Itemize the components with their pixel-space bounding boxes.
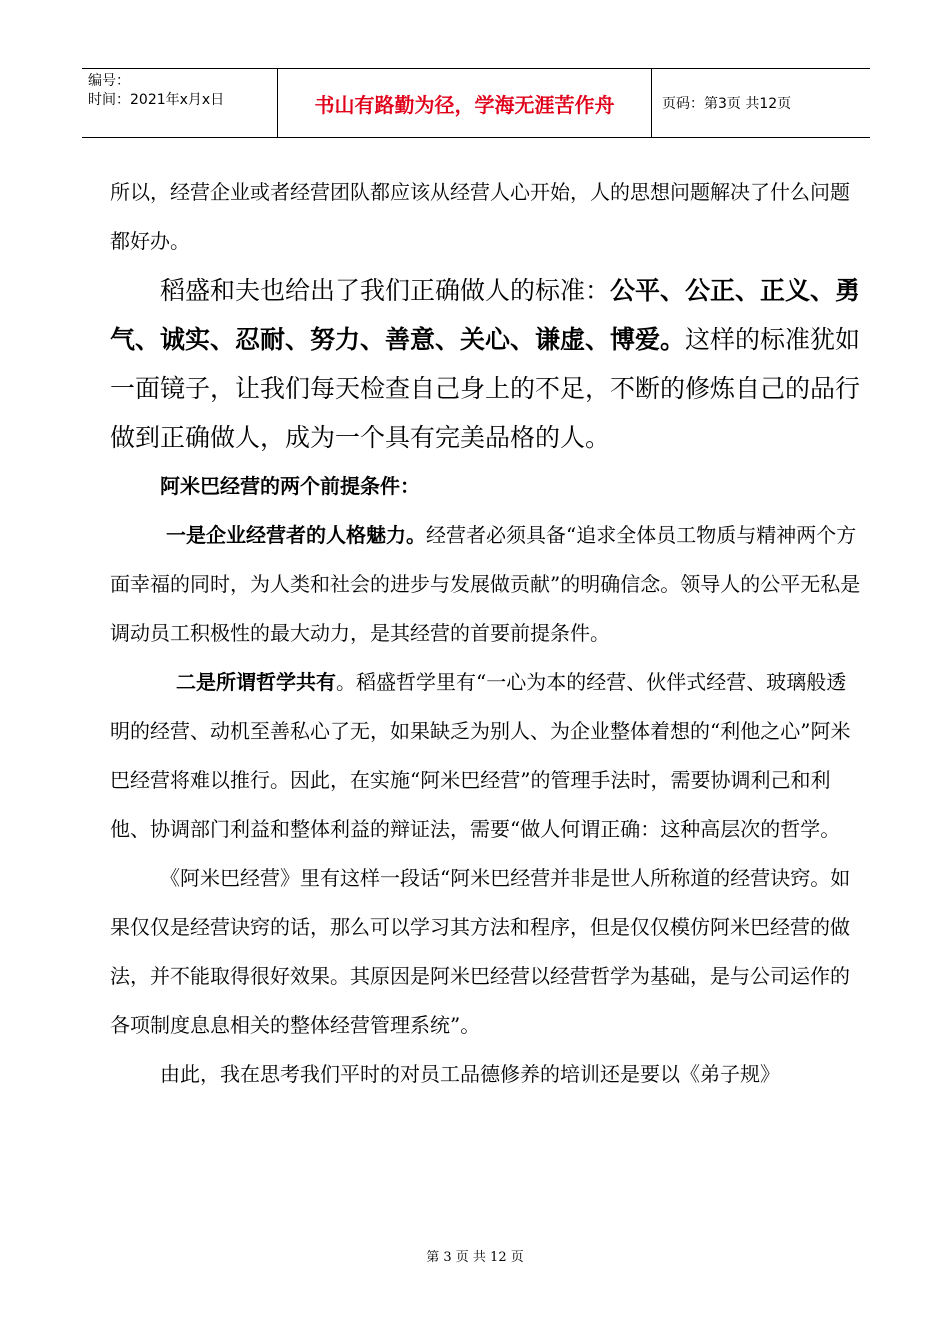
- paragraph-2-bold: 公平、公正、正义、勇气、诚实、忍耐、努力、善意、关心、谦虚、博爱。: [110, 276, 861, 354]
- paragraph-7: 由此，我在思考我们平时的对员工品德修养的培训还是要以《弟子规》: [160, 1062, 780, 1086]
- paragraph-5-bold: 二是所谓哲学共有: [176, 670, 336, 694]
- paragraph-2-rest: 这样的标准犹如一面镜子，让我们每天检查自己身上的不足，不断的修炼自己的品行做到正确做人，成为一个具有完美品格的人。: [110, 325, 861, 452]
- paragraph-5: [110, 658, 862, 854]
- header-date-label: 时间：2021年x月x日: [88, 92, 225, 108]
- paragraph-4: [110, 511, 862, 658]
- paragraph-6: 《阿米巴经营》里有这样一段话“阿米巴经营并非是世人所称道的经营诀窍。如果仅仅是经营诀窍的话，那么可以学习其方法和程序，但是仅仅模仿阿米巴经营的做法，并不能取得很好效果。其原因是阿米巴经营以经营哲学为基础，是与公司运作的各项制度息息相关的整体经营管理系统”。: [110, 866, 851, 1037]
- header-page-label: 页码：第3页 共12页: [662, 96, 792, 112]
- heading-preconditions: 阿米巴经营的两个前提条件：: [160, 474, 420, 498]
- header-motto: 书山有路勤为径，学海无涯苦作舟: [278, 69, 652, 137]
- header-number-label: 编号：: [88, 73, 130, 89]
- document-body: [110, 168, 862, 1099]
- paragraph-3-heading: [110, 462, 862, 511]
- document-header: [82, 68, 870, 138]
- paragraph-1: 所以，经营企业或者经营团队都应该从经营人心开始，人的思想问题解决了什么问题都好办。: [110, 180, 850, 253]
- page-footer: 第 3 页 共 12 页: [426, 1250, 524, 1265]
- paragraph-4-rest: 经营者必须具备“追求全体员工物质与精神两个方面幸福的同时，为人类和社会的进步与发展做贡献”的明确信念。领导人的公平无私是调动员工积极性的最大动力，是其经营的首要前提条件。: [110, 523, 861, 645]
- paragraph-4-bold: 一是企业经营者的人格魅力。: [166, 523, 426, 547]
- paragraph-2-lead: 稻盛和夫也给出了我们正确做人的标准：: [160, 276, 611, 305]
- paragraph-5-rest: 。稻盛哲学里有“一心为本的经营、伙伴式经营、玻璃般透明的经营、动机至善私心了无，如果缺乏为别人、为企业整体着想的“利他之心”阿米巴经营将难以推行。因此，在实施“阿米巴经营”的管理手法时，需要协调利己和利他、协调部门利益和整体利益的辩证法，需要“做人何谓正确：这种高层次的哲学。: [110, 670, 851, 841]
- paragraph-2: [110, 266, 862, 462]
- header-meta: [82, 69, 278, 137]
